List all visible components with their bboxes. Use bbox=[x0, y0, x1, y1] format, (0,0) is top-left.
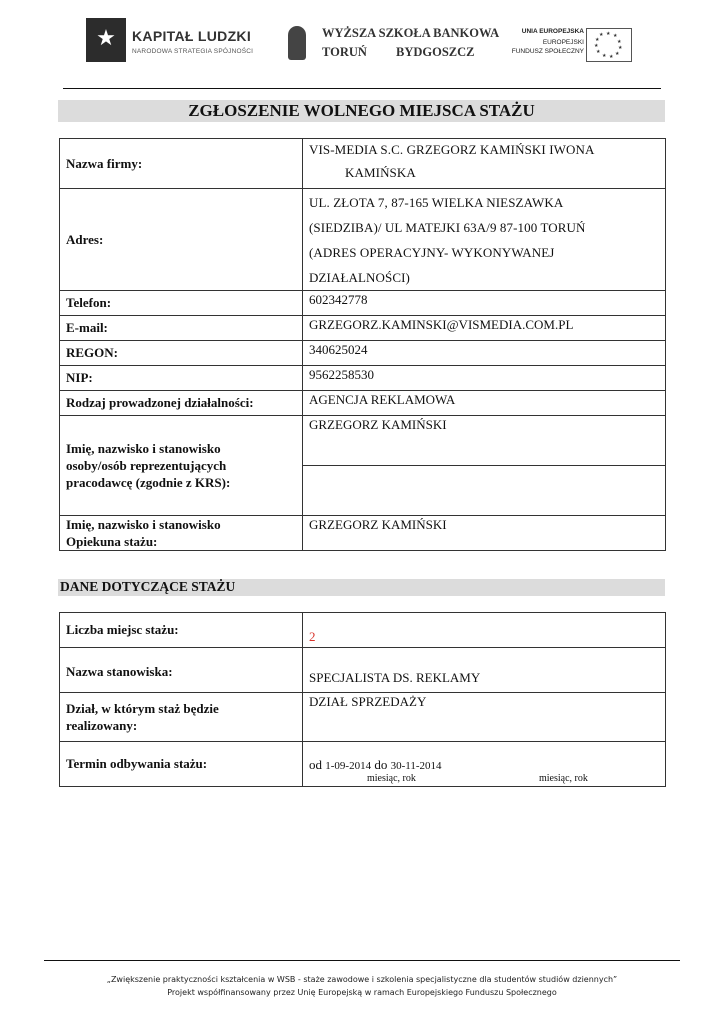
department-value: DZIAŁ SPRZEDAŻY bbox=[303, 693, 666, 742]
department-label-line: realizowany: bbox=[66, 718, 138, 733]
table-row bbox=[60, 742, 666, 787]
nip-label: NIP: bbox=[60, 366, 303, 391]
term-label: Termin odbywania stażu: bbox=[60, 742, 303, 787]
table-row bbox=[60, 693, 666, 742]
department-label-line: Dział, w którym staż będzie bbox=[66, 701, 219, 716]
footer-funding-note: Projekt współfinansowany przez Unię Europejską w ramach Europejskiego Funduszu Społecznego bbox=[167, 988, 557, 997]
wsb-city-torun: TORUŃ bbox=[322, 45, 367, 59]
address-label: Adres: bbox=[60, 189, 303, 291]
star-icon: ★ bbox=[96, 25, 116, 50]
term-hint-to: miesiąc, rok bbox=[539, 773, 588, 784]
table-row bbox=[60, 648, 666, 693]
eu-fund-line2: FUNDUSZ SPOŁECZNY bbox=[511, 48, 584, 55]
table-row bbox=[60, 341, 666, 366]
company-label: Nazwa firmy: bbox=[60, 139, 303, 189]
places-label: Liczba miejsc stażu: bbox=[60, 613, 303, 648]
kapital-ludzki-logo bbox=[86, 18, 261, 64]
position-label: Nazwa stanowiska: bbox=[60, 648, 303, 693]
eu-title: UNIA EUROPEJSKA bbox=[521, 28, 584, 35]
representative-label-line: pracodawcę (zgodnie z KRS): bbox=[66, 475, 231, 490]
table-row bbox=[60, 366, 666, 391]
regon-value: 340625024 bbox=[303, 341, 666, 366]
table-row bbox=[60, 139, 666, 189]
internship-section-title: DANE DOTYCZĄCE STAŻU bbox=[60, 579, 236, 594]
email-value: GRZEGORZ.KAMINSKI@VISMEDIA.COM.PL bbox=[303, 316, 666, 341]
activity-label: Rodzaj prowadzonej działalności: bbox=[60, 391, 303, 416]
supervisor-label bbox=[60, 516, 303, 551]
header-divider bbox=[63, 88, 661, 89]
table-row bbox=[60, 189, 666, 291]
table-row bbox=[60, 416, 666, 466]
form-title: ZGŁOSZENIE WOLNEGO MIEJSCA STAŻU bbox=[188, 101, 535, 120]
supervisor-value: GRZEGORZ KAMIŃSKI bbox=[303, 516, 666, 551]
supervisor-label-line: Imię, nazwisko i stanowisko bbox=[66, 517, 221, 532]
wsb-name: WYŻSZA SZKOŁA BANKOWA bbox=[322, 26, 500, 40]
email-label: E-mail: bbox=[60, 316, 303, 341]
table-row bbox=[60, 516, 666, 551]
internship-table bbox=[59, 612, 666, 787]
representative-label-line: Imię, nazwisko i stanowisko bbox=[66, 441, 221, 456]
footer-project-title: „Zwiększenie praktyczności kształcenia w WSB - staże zawodowe i szkolenia specjalistyczne dla studentów studiów dziennych” bbox=[106, 975, 618, 984]
company-line: KAMIŃSKA bbox=[345, 165, 416, 180]
table-row bbox=[60, 613, 666, 648]
eu-fund-line1: EUROPEJSKI bbox=[542, 39, 584, 46]
table-row bbox=[60, 291, 666, 316]
supervisor-label-line: Opiekuna stażu: bbox=[66, 534, 158, 549]
representative-value-1: GRZEGORZ KAMIŃSKI bbox=[303, 416, 666, 466]
kapital-ludzki-title: KAPITAŁ LUDZKI bbox=[132, 28, 252, 44]
phone-value: 602342778 bbox=[303, 291, 666, 316]
term-to-word: do bbox=[374, 757, 388, 772]
wsb-crest-icon bbox=[288, 26, 306, 60]
kapital-ludzki-subtitle: NARODOWA STRATEGIA SPÓJNOŚCI bbox=[132, 48, 254, 55]
wsb-logo bbox=[288, 24, 500, 64]
department-label bbox=[60, 693, 303, 742]
address-line: DZIAŁALNOŚCI) bbox=[309, 270, 410, 285]
term-hint-from: miesiąc, rok bbox=[367, 773, 416, 784]
eu-flag-icon: ★ ★ ★ ★ ★ ★ ★ ★ ★ ★ ★ bbox=[586, 28, 632, 62]
term-to-date: 30-11-2014 bbox=[390, 760, 442, 772]
employer-table bbox=[59, 138, 666, 551]
eu-logo bbox=[511, 28, 634, 64]
address-value bbox=[303, 189, 666, 291]
wsb-city-bydgoszcz: BYDGOSZCZ bbox=[396, 45, 475, 59]
term-from-word: od bbox=[309, 757, 322, 772]
representative-value-2 bbox=[303, 466, 666, 516]
term-value bbox=[303, 742, 666, 787]
position-value: SPECJALISTA DS. REKLAMY bbox=[303, 648, 666, 693]
address-line: UL. ZŁOTA 7, 87-165 WIELKA NIESZAWKA bbox=[309, 195, 564, 210]
company-line: VIS-MEDIA S.C. GRZEGORZ KAMIŃSKI IWONA bbox=[309, 142, 595, 157]
places-value: 2 bbox=[303, 613, 666, 648]
address-line: (SIEDZIBA)/ UL MATEJKI 63A/9 87-100 TORUŃ bbox=[309, 220, 586, 235]
representative-label-line: osoby/osób reprezentujących bbox=[66, 458, 227, 473]
term-from-date: 1-09-2014 bbox=[325, 760, 372, 772]
phone-label: Telefon: bbox=[60, 291, 303, 316]
footer-divider bbox=[44, 960, 680, 961]
regon-label: REGON: bbox=[60, 341, 303, 366]
company-value bbox=[303, 139, 666, 189]
activity-value: AGENCJA REKLAMOWA bbox=[303, 391, 666, 416]
representative-label bbox=[60, 416, 303, 516]
address-line: (ADRES OPERACYJNY- WYKONYWANEJ bbox=[309, 245, 555, 260]
form-title-bar bbox=[58, 100, 665, 122]
internship-section-bar bbox=[58, 579, 665, 596]
table-row bbox=[60, 316, 666, 341]
nip-value: 9562258530 bbox=[303, 366, 666, 391]
table-row bbox=[60, 391, 666, 416]
